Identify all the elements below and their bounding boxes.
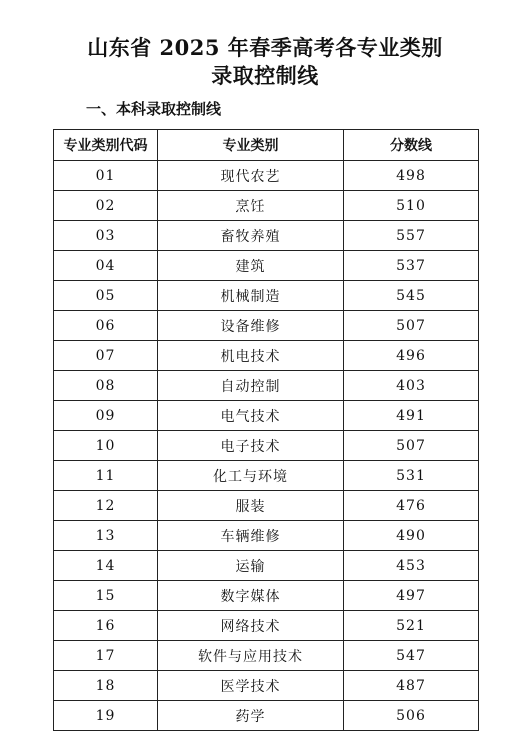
table-row: [54, 341, 479, 371]
cell-score: 506: [344, 701, 479, 731]
cell-category: 药学: [158, 701, 344, 731]
table-row: [54, 251, 479, 281]
cell-code: 17: [54, 641, 158, 671]
table-row: [54, 221, 479, 251]
cell-code: 14: [54, 551, 158, 581]
cell-score: 547: [344, 641, 479, 671]
cell-category: 服装: [158, 491, 344, 521]
cell-code: 19: [54, 701, 158, 731]
cell-score: 490: [344, 521, 479, 551]
table-row: [54, 191, 479, 221]
cell-code: 03: [54, 221, 158, 251]
cell-category: 运输: [158, 551, 344, 581]
cell-category: 自动控制: [158, 371, 344, 401]
cell-code: 16: [54, 611, 158, 641]
cell-score: 537: [344, 251, 479, 281]
cell-code: 02: [54, 191, 158, 221]
table-body: [54, 161, 479, 731]
cell-code: 07: [54, 341, 158, 371]
table-row: [54, 311, 479, 341]
cell-code: 11: [54, 461, 158, 491]
cell-category: 电子技术: [158, 431, 344, 461]
cell-code: 04: [54, 251, 158, 281]
table-row: [54, 461, 479, 491]
score-table: [53, 129, 479, 731]
cell-code: 13: [54, 521, 158, 551]
cell-score: 557: [344, 221, 479, 251]
cell-category: 数字媒体: [158, 581, 344, 611]
table-row: [54, 641, 479, 671]
cell-score: 498: [344, 161, 479, 191]
cell-score: 476: [344, 491, 479, 521]
cell-code: 12: [54, 491, 158, 521]
table-row: [54, 281, 479, 311]
table-row: [54, 491, 479, 521]
header-code: 专业类别代码: [54, 130, 158, 161]
cell-score: 521: [344, 611, 479, 641]
table-row: [54, 701, 479, 731]
cell-code: 09: [54, 401, 158, 431]
cell-score: 403: [344, 371, 479, 401]
cell-code: 10: [54, 431, 158, 461]
cell-category: 建筑: [158, 251, 344, 281]
table-row: [54, 401, 479, 431]
header-score: 分数线: [344, 130, 479, 161]
document-title-line1: 山东省 2025 年春季高考各专业类别: [87, 35, 443, 60]
table-row: [54, 551, 479, 581]
cell-category: 化工与环境: [158, 461, 344, 491]
cell-category: 网络技术: [158, 611, 344, 641]
cell-code: 18: [54, 671, 158, 701]
cell-category: 现代农艺: [158, 161, 344, 191]
cell-score: 487: [344, 671, 479, 701]
table-row: [54, 371, 479, 401]
cell-category: 电气技术: [158, 401, 344, 431]
cell-score: 545: [344, 281, 479, 311]
document-title-line2: 录取控制线: [211, 63, 319, 88]
cell-score: 510: [344, 191, 479, 221]
cell-category: 医学技术: [158, 671, 344, 701]
table-row: [54, 611, 479, 641]
cell-category: 软件与应用技术: [158, 641, 344, 671]
table-row: [54, 671, 479, 701]
cell-code: 15: [54, 581, 158, 611]
cell-category: 机电技术: [158, 341, 344, 371]
cell-code: 06: [54, 311, 158, 341]
cell-code: 01: [54, 161, 158, 191]
cell-category: 机械制造: [158, 281, 344, 311]
table-row: [54, 431, 479, 461]
cell-score: 496: [344, 341, 479, 371]
cell-category: 烹饪: [158, 191, 344, 221]
cell-code: 08: [54, 371, 158, 401]
cell-category: 设备维修: [158, 311, 344, 341]
section-heading: 一、本科录取控制线: [86, 100, 222, 118]
cell-score: 491: [344, 401, 479, 431]
cell-category: 车辆维修: [158, 521, 344, 551]
cell-score: 531: [344, 461, 479, 491]
table-header-row: [54, 130, 479, 161]
cell-score: 497: [344, 581, 479, 611]
cell-score: 507: [344, 431, 479, 461]
table-row: [54, 581, 479, 611]
table-row: [54, 161, 479, 191]
cell-category: 畜牧养殖: [158, 221, 344, 251]
cell-score: 507: [344, 311, 479, 341]
header-category: 专业类别: [158, 130, 344, 161]
cell-score: 453: [344, 551, 479, 581]
table-row: [54, 521, 479, 551]
cell-code: 05: [54, 281, 158, 311]
